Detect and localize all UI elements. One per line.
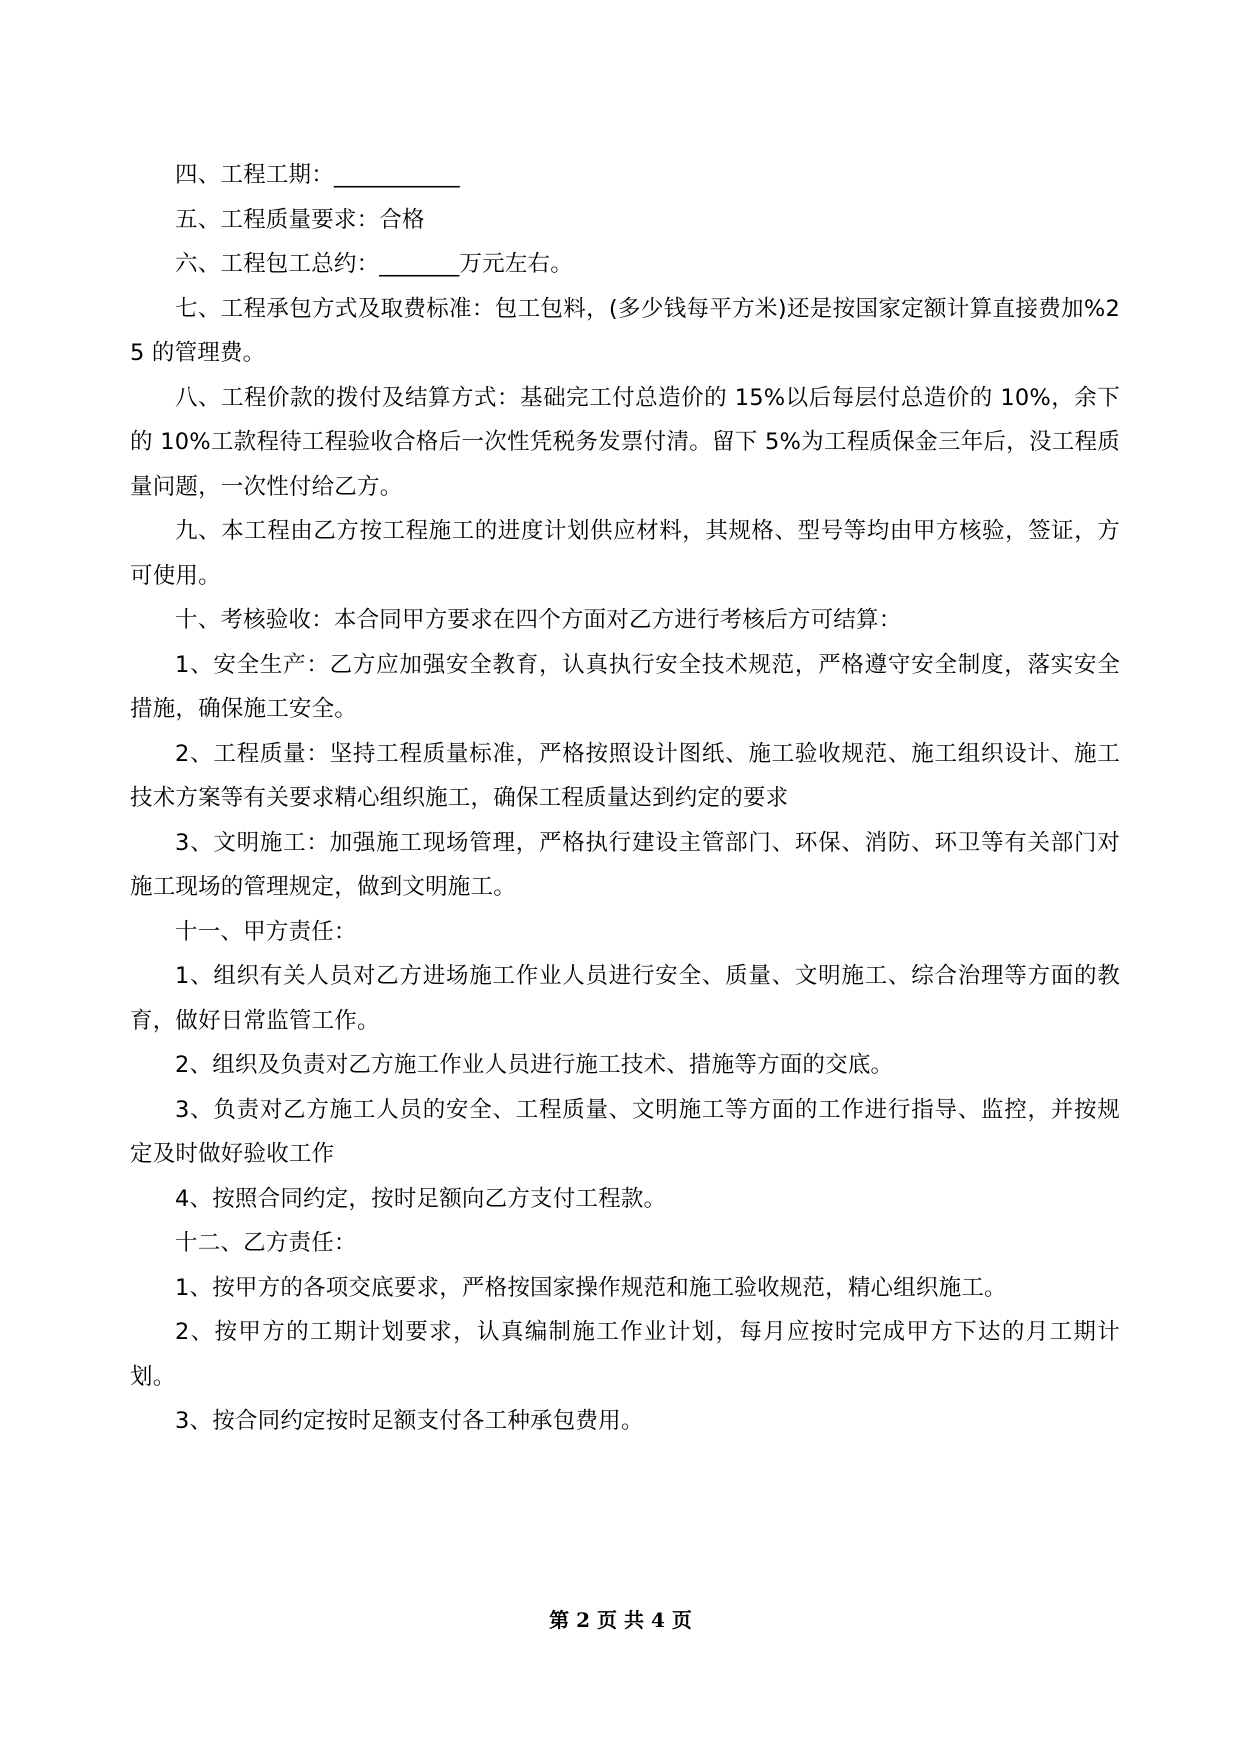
paragraph-party-a-item-3: 3、负责对乙方施工人员的安全、工程质量、文明施工等方面的工作进行指导、监控，并按规定及时做好验收工作 — [130, 1096, 1120, 1167]
paragraph-party-b-heading: 十二、乙方责任： — [175, 1230, 357, 1256]
paragraph-party-a-item-1: 1、组织有关人员对乙方进场施工作业人员进行安全、质量、文明施工、综合治理等方面的教育，做好日常监管工作。 — [130, 963, 1120, 1034]
paragraph-civilized-construction: 3、文明施工：加强施工现场管理，严格执行建设主管部门、环保、消防、环卫等有关部门对施工现场的管理规定，做到文明施工。 — [130, 829, 1120, 900]
paragraph-payment-settlement: 八、工程价款的拨付及结算方式：基础完工付总造价的 15%以后每层付总造价的 10%，余下的 10%工款程待工程验收合格后一次性凭税务发票付清。留下 5%为工程质保金三年后，没工程质量问题，一次性付给乙方。 — [130, 384, 1120, 500]
paragraph-party-b-item-3: 3、按合同约定按时足额支付各工种承包费用。 — [175, 1408, 644, 1434]
paragraph-quality-requirement: 五、工程质量要求：合格 — [175, 206, 425, 233]
paragraph-party-b-item-1: 1、按甲方的各项交底要求，严格按国家操作规范和施工验收规范，精心组织施工。 — [175, 1274, 1007, 1301]
paragraph-party-b-item-2: 2、按甲方的工期计划要求，认真编制施工作业计划，每月应按时完成甲方下达的月工期计划。 — [130, 1319, 1120, 1390]
paragraph-duration: 四、工程工期：___________ — [175, 162, 460, 188]
paragraph-total-contract: 六、工程包工总约：_______万元左右。 — [175, 251, 573, 277]
paragraph-party-a-item-2: 2、组织及负责对乙方施工作业人员进行施工技术、措施等方面的交底。 — [175, 1052, 894, 1078]
paragraph-contract-method: 七、工程承包方式及取费标准：包工包料，(多少钱每平方米)还是按国家定额计算直接费加%25 的管理费。 — [130, 295, 1120, 366]
page-number-footer: 第 2 页 共 4 页 — [549, 1608, 692, 1632]
paragraph-materials: 九、本工程由乙方按工程施工的进度计划供应材料，其规格、型号等均由甲方核验，签证，方可使用。 — [130, 518, 1120, 589]
document-body — [130, 153, 1120, 1444]
paragraph-party-a-item-4: 4、按照合同约定，按时足额向乙方支付工程款。 — [175, 1185, 667, 1212]
paragraph-safety: 1、安全生产：乙方应加强安全教育，认真执行安全技术规范，严格遵守安全制度，落实安全措施，确保施工安全。 — [130, 651, 1120, 722]
paragraph-assessment: 十、考核验收：本合同甲方要求在四个方面对乙方进行考核后方可结算： — [175, 607, 902, 633]
paragraph-party-a-heading: 十一、甲方责任： — [175, 918, 357, 945]
paragraph-engineering-quality: 2、工程质量：坚持工程质量标准，严格按照设计图纸、施工验收规范、施工组织设计、施工技术方案等有关要求精心组织施工，确保工程质量达到约定的要求 — [130, 740, 1120, 811]
